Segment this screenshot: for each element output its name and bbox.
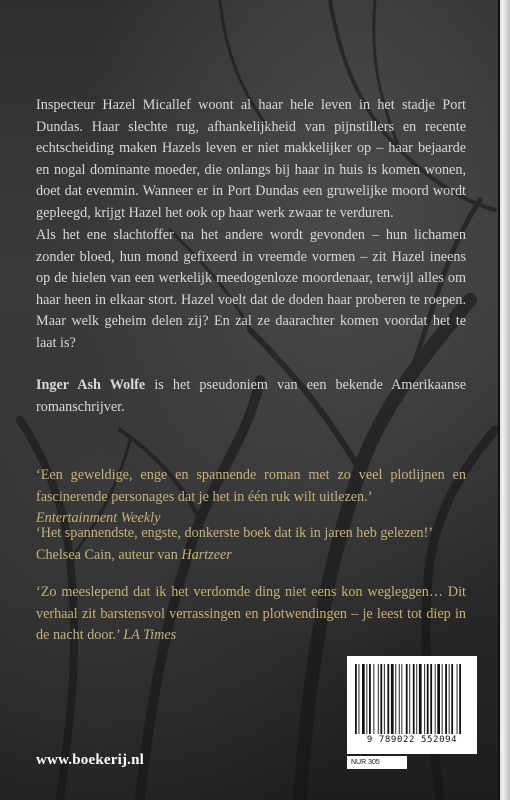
barcode-bar bbox=[413, 664, 415, 734]
barcode-bar bbox=[384, 664, 385, 734]
barcode-bar bbox=[355, 664, 357, 734]
barcode-bar bbox=[449, 664, 450, 734]
barcode-bar bbox=[459, 664, 461, 734]
barcode-bar bbox=[369, 664, 371, 734]
review-quote-3-text: ‘Zo meeslepend dat ik het verdomde ding niet eens kon wegleggen… Dit verhaal zit barstensvol verrassingen en plotwendingen – je leest tot diep in de nacht door.’ bbox=[36, 584, 466, 643]
review-quote-2 bbox=[36, 523, 466, 566]
barcode-bar bbox=[430, 664, 432, 734]
page-edge bbox=[498, 0, 510, 800]
review-quote-3-source: LA Times bbox=[123, 627, 177, 643]
author-note bbox=[36, 375, 466, 418]
barcode-bar bbox=[406, 664, 408, 734]
barcode-bar bbox=[399, 664, 400, 734]
barcode-bar bbox=[359, 664, 360, 734]
review-quote-3 bbox=[36, 582, 466, 647]
review-quote-2-source: Hartzeer bbox=[181, 546, 232, 563]
barcode-bar bbox=[391, 664, 394, 734]
blurb-paragraph-2: Als het ene slachtoffer na het andere wordt gevonden – hun lichamen zonder bloed, hun mond gefixeerd in vreemde vormen – zit Hazel ineens op de hielen van een werkelijk meedogenloze moordenaar, terwijl alles om haar heen in elkaar stort. Hazel voelt dat de doden haar proberen te roepen. Maar welk geheim delen zij? En zal ze daarachter komen voordat het te laat is? bbox=[36, 227, 466, 351]
barcode-bar bbox=[401, 664, 402, 734]
barcode-bar bbox=[409, 664, 410, 734]
barcode-bar bbox=[378, 664, 379, 734]
author-name: Inger Ash Wolfe bbox=[36, 377, 146, 393]
barcode-bar bbox=[435, 664, 436, 734]
review-quote-1-text: ‘Een geweldige, enge en spannende roman met zo veel plotlijnen en fascinerende personages dat je het in één ruk wilt uitlezen.’ bbox=[36, 467, 466, 505]
barcode-bar bbox=[424, 664, 425, 734]
publisher-website: www.boekerij.nl bbox=[36, 752, 144, 768]
isbn-number: 9 789022 552094 bbox=[366, 735, 458, 745]
blurb-paragraph-1: Inspecteur Hazel Micallef woont al haar hele leven in het stadje Port Dundas. Haar slechte rug, afhankelijkheid van pijnstillers en recente echtscheiding maken Hazels leven er niet makkelijker op – haar bejaarde en nogal dominante moeder, die onlangs bij haar in huis is komen wonen, doet dat evenmin. Wanneer er in Port Dundas een gruwelijke moord wordt gepleegd, krijgt Hazel het ook op haar werk zwaar te verduren. bbox=[36, 97, 466, 221]
review-quote-2-prefix: Chelsea Cain, auteur van bbox=[36, 546, 182, 563]
barcode-bar bbox=[442, 664, 443, 734]
isbn-barcode bbox=[347, 656, 477, 754]
barcode-bars bbox=[355, 664, 469, 734]
barcode-bar bbox=[373, 664, 374, 734]
barcode-bar bbox=[380, 664, 382, 734]
author-note-text: is het pseudoniem van een bekende Amerikaanse romanschrijver. bbox=[36, 377, 467, 415]
barcode-bar bbox=[445, 664, 447, 734]
barcode-bar bbox=[387, 664, 389, 734]
review-quote-1-source: Entertainment Weekly bbox=[36, 510, 161, 526]
nur-code: NUR 305 bbox=[347, 756, 407, 769]
barcode-bar bbox=[362, 664, 365, 734]
review-quote-1 bbox=[36, 465, 466, 530]
barcode-bar bbox=[395, 664, 396, 734]
barcode-bar bbox=[419, 664, 422, 734]
barcode-bar bbox=[457, 664, 458, 734]
barcode-bar bbox=[416, 664, 417, 734]
review-quote-2-text: ‘Het spannendste, engste, donkerste boek dat ik in jaren heb gelezen!’ bbox=[36, 525, 434, 541]
barcode-bar bbox=[366, 664, 367, 734]
barcode-bar bbox=[451, 664, 453, 734]
barcode-bar bbox=[427, 664, 429, 734]
barcode-bar bbox=[437, 664, 440, 734]
